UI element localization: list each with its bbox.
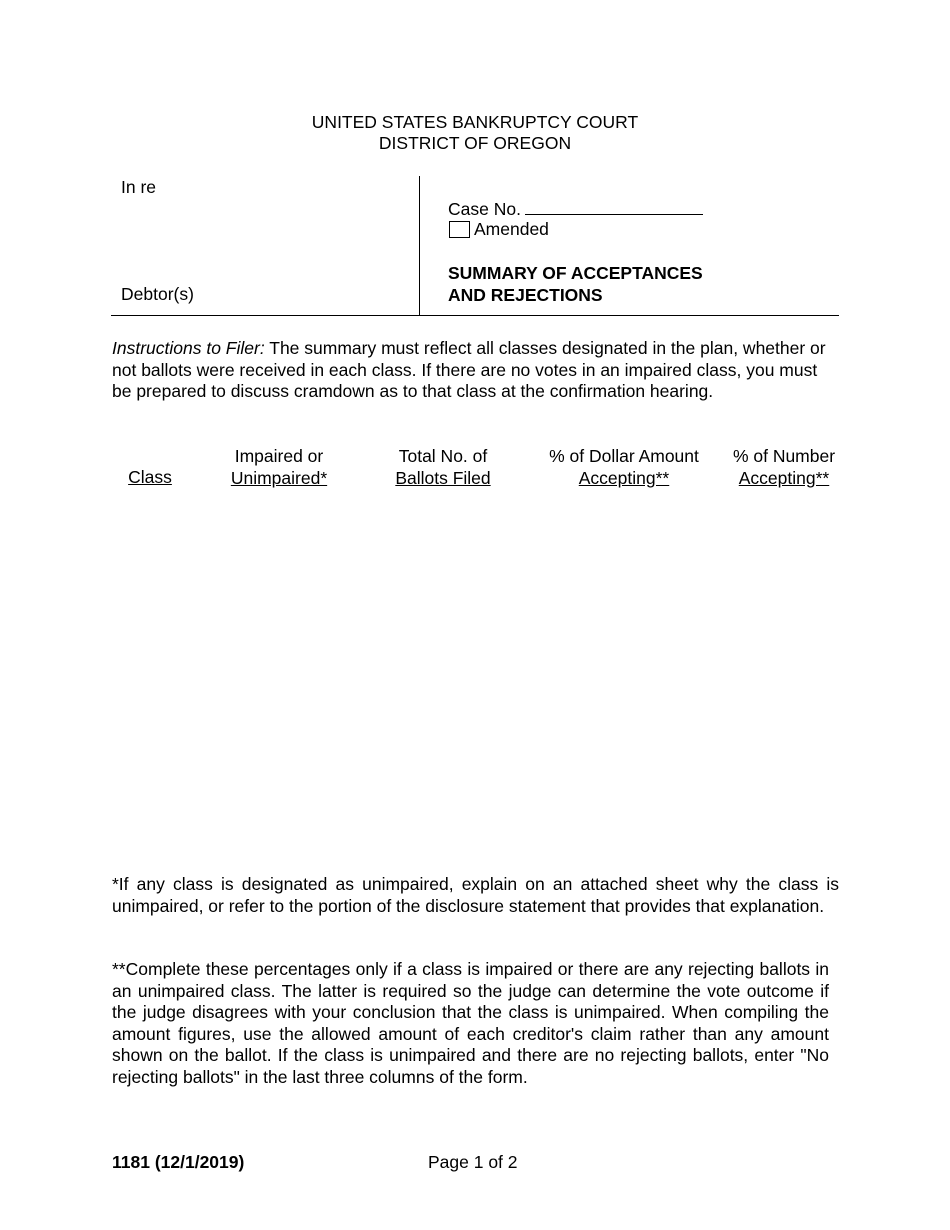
case-number-label: Case No.	[448, 199, 521, 219]
column-header-line1: % of Number	[732, 446, 836, 466]
column-header-impaired	[214, 446, 344, 489]
case-number-field[interactable]	[525, 198, 703, 215]
instructions-paragraph	[112, 338, 840, 403]
column-header-line2: Class	[128, 467, 172, 487]
column-header-line2: Accepting**	[578, 467, 670, 488]
column-header-line1: Total No. of	[398, 446, 488, 466]
footnote-percentages: **Complete these percentages only if a class is impaired or there are any rejecting ballots in an unimpaired class. The latter is required so the judge can determine the vote outcome if the judge disagrees with your conclusion that the class is unimpaired. When compiling the amount figures, use the allowed amount of each creditor's claim rather than any amount shown on the ballot. If the class is unimpaired and there are no rejecting ballots, enter "No rejecting ballots" in the last three columns of the form.	[112, 959, 829, 1087]
case-number-row	[448, 198, 703, 221]
court-name: UNITED STATES BANKRUPTCY COURT	[311, 112, 639, 132]
column-header-line2: Accepting**	[738, 467, 830, 488]
form-number: 1181 (12/1/2019)	[112, 1152, 245, 1172]
document-title-line1: SUMMARY OF ACCEPTANCES	[448, 263, 703, 283]
document-title	[448, 262, 703, 306]
column-header-line2: Ballots Filed	[395, 467, 491, 488]
column-header-line2: Unimpaired*	[230, 467, 328, 488]
column-header-class	[117, 467, 183, 489]
column-header-line1: Impaired or	[234, 446, 324, 466]
column-header-dollar-amount	[534, 446, 714, 489]
page-number: Page 1 of 2	[428, 1152, 518, 1172]
instructions-label: Instructions to Filer:	[112, 338, 265, 358]
column-header-line1: % of Dollar Amount	[549, 446, 699, 466]
court-header	[0, 112, 950, 154]
court-district: DISTRICT OF OREGON	[378, 133, 572, 153]
caption-divider-vertical	[419, 176, 420, 316]
in-re-label: In re	[121, 177, 157, 197]
amended-label: Amended	[474, 219, 549, 239]
instructions-text: The summary must reflect all classes designated in the plan, whether or not ballots were received in each class. If there are no votes in an impaired class, you must be prepared to discuss cramdown as to that class at the confirmation hearing.	[112, 338, 826, 401]
amended-checkbox[interactable]	[449, 221, 470, 238]
footnote-unimpaired: *If any class is designated as unimpaired, explain on an attached sheet why the class is unimpaired, or refer to the portion of the disclosure statement that provides that explanation.	[112, 874, 839, 916]
column-header-ballots	[378, 446, 508, 489]
amended-row	[449, 219, 549, 241]
column-header-number	[722, 446, 846, 489]
document-title-line2: AND REJECTIONS	[448, 285, 603, 305]
debtor-label: Debtor(s)	[121, 284, 194, 304]
caption-divider-horizontal	[111, 315, 839, 316]
